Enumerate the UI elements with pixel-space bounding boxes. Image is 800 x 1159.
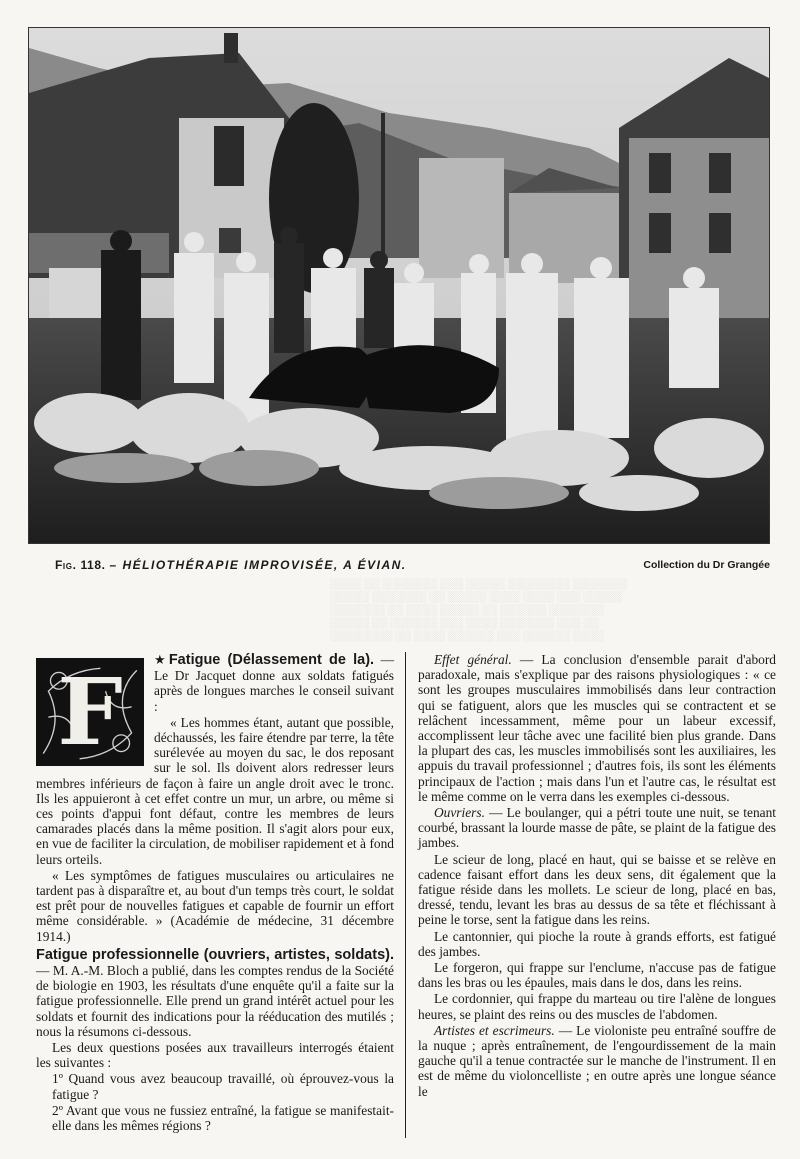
heading-fatigue: Fatigue (Délassement de la).: [168, 652, 375, 668]
paragraph-workers: [418, 805, 776, 851]
paragraph-shoemaker: Le cordonnier, qui frappe du marteau ou tire l'alène de longues heures, se plaint des reins ou des muscles de l'abdomen.: [418, 991, 776, 1022]
paragraph-text: — La conclusion d'ensemble parait d'abord paradoxale, mais s'explique par des raisons physiologiques : « ce sont les groupes musculaires immobilisés dans leur contraction qui se fatiguent, alors que les muscles qui se contractent et se relâchent incessamment, même pour un labeur excessif, accomplissent leur tâche avec une facilité bien plus grande. Dans la plupart des cas, les muscles immobilisés sont les auxiliaires, les appuis du travail professionnel ; d'autres fois, ils sont les éléments principaux de l'action ; mais dans l'un et l'autre cas, le résultat est le même comme on le verra dans les exemples ci-dessous.: [418, 652, 776, 804]
question-2: 2º Avant que vous ne fussiez entraîné, la fatigue se manifestait-elle dans les mêmes régions ?: [52, 1102, 394, 1134]
lead-artists: Artistes et escrimeurs.: [434, 1022, 555, 1038]
lead-workers: Ouvriers.: [434, 805, 485, 821]
heliotherapy-photograph: [28, 27, 770, 544]
paragraph-questions-intro: Les deux questions posées aux travailleurs interrogés étaient les suivantes :: [36, 1040, 394, 1071]
lead-general-effect: Effet général.: [434, 652, 512, 667]
question-1: 1º Quand vous avez beaucoup travaillé, où éprouvez-vous la fatigue ?: [52, 1071, 394, 1102]
paragraph-blacksmith: Le forgeron, qui frappe sur l'enclume, n'accuse pas de fatigue dans les bras ou les épaules, mais dans le dos, dans les reins.: [418, 960, 776, 991]
paragraph-roadman: Le cantonnier, qui pioche la route à grands efforts, est fatigué des jambes.: [418, 928, 776, 959]
paragraph-text: — Le violoniste peu entraîné souffre de la nuque ; après entraînement, de l'engourdissement de la main gauche qu'il a tenue contractée sur le manche de l'instrument. Il en est de même du violoncelliste ; en outre après une longue séance le: [418, 1022, 776, 1099]
paragraph-professional-fatigue: [36, 947, 394, 1039]
paragraph-sawyer: Le scieur de long, placé en haut, qui se baisse et se relève en cadence faisant effort dans les deux sens, dit également que la fatigue réside dans les mollets. Le scieur de long, placé en bas, dressé, tendu, levant les bras au dessus de sa tête et fléchissant à peine le torse, sent la fatigue dans les reins.: [418, 851, 776, 928]
figure-title: – HÉLIOTHÉRAPIE IMPROVISÉE, A ÉVIAN.: [109, 558, 407, 572]
paragraph-text: — M. A.-M. Bloch a publié, dans les comptes rendus de la Société de biologie en 1903, les résultats d'une enquête qu'il a faite sur la fatigue professionnelle. Elle prend un grand intérêt actuel pour les soldats et fournit des indications pour la rééducation des mutilés ; nous la résumons ci-dessous.: [36, 963, 394, 1039]
left-column: [36, 652, 394, 1134]
paragraph-artists: [418, 1023, 776, 1099]
column-divider: [405, 652, 406, 1138]
paragraph-text: — Le Dr Jacquet donne aux soldats fatigués après de longues marches le conseil suivant :: [154, 652, 394, 714]
paragraph-symptoms: « Les symptômes de fatigues musculaires ou articulaires ne tardent pas à disparaître et, au bout d'un temps très court, le soldat est prêt pour de nouvelles fatigues et capable de fournir un effort même considérable. » (Académie de médecine, 31 décembre 1914.): [36, 867, 394, 944]
bleed-through-text: ░░░░ ░░ ░░░░░░░ ░░░ ░░░░░ ░░░░░░░░ ░░░░░░░ ░░░░░ ░░░░░░░ ░░ ░░░░░ ░░░░ ░░░░ ░░░ ░░░░░ ░░░░░░░ ░░ ░░░░ ░░░░░ ░░ ░░░░░░ ░░░░░░░ ░░░░░ ░░ ░░░░░░ ░░░ ░░░░ ░░░░░░░ ░░░ ░░ ░░░░░░░░ ░░ ░░░░ ░░░░░░ ░░░ ░░░░░░ ░░░░: [330, 578, 628, 642]
dropcap-letter: F: [57, 658, 123, 766]
paragraph-quote: « Les hommes étant, autant que possible, déchaussés, les faire étendre par terre, la tête surélevée au moyen du sac, le dos reposant sur le sol. Ils doivent alors redresser leurs membres inférieurs de façon à faire un angle droit avec le tronc. Ils les appuieront à cet effet contre un mur, un arbre, ou même si ces points d'appui font défaut, contre les membres de leurs camarades placés dans la même position. Il s'agit alors pour eux, en vue de faciliter la circulation, de mobiliser rapidement et à fond leurs orteils.: [36, 714, 394, 867]
heading-professional-fatigue: Fatigue professionnelle (ouvriers, artistes, soldats).: [36, 946, 394, 963]
figure-number: Fig. 118.: [55, 558, 106, 572]
ornamental-dropcap: [36, 658, 144, 766]
figure-caption: [55, 558, 770, 576]
caption-text: [55, 558, 407, 572]
right-column: [418, 652, 776, 1100]
paragraph-general-effect: [418, 652, 776, 804]
figure-credit: Collection du Dr Grangée: [643, 559, 770, 571]
star-icon: ★: [154, 652, 169, 667]
paragraph-text: — Le boulanger, qui a pétri toute une nuit, se tenant courbé, brassant la lourde masse de pâte, se plaint de la fatigue des jambes.: [418, 805, 776, 851]
